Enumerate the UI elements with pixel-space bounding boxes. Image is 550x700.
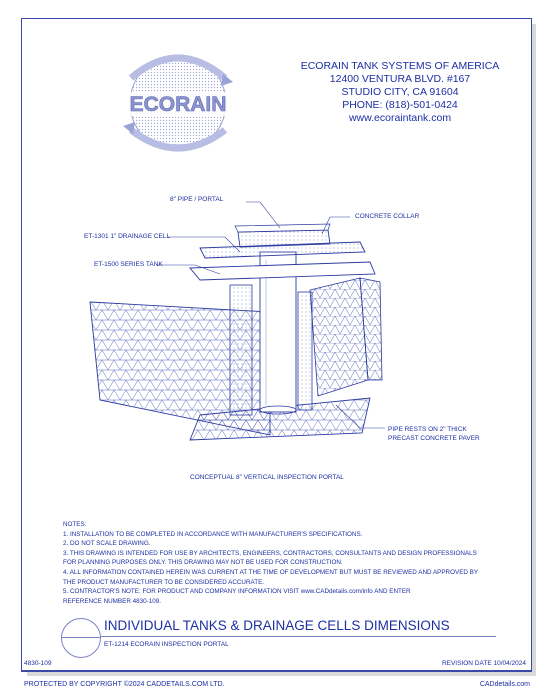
company-website[interactable]: www.ecoraintank.com [348,112,452,124]
copyright-notice: PROTECTED BY COPYRIGHT ©2024 CADDETAILS.COM LTD. [24,681,225,688]
diagram-caption: CONCEPTUAL 8" VERTICAL INSPECTION PORTAL [190,474,344,481]
callout-paver-line1: PIPE RESTS ON 2" THICK [388,426,467,433]
company-name: ECORAIN TANK SYSTEMS OF AMERICA [300,60,500,72]
notes-block [63,520,503,606]
note-item: 5. CONTRACTOR'S NOTE: FOR PRODUCT AND COMPANY INFORMATION VISIT www.CADdetails.com/info AND ENTER [63,588,411,596]
note-item: 3. THIS DRAWING IS INTENDED FOR USE BY ARCHITECTS, ENGINEERS, CONTRACTORS, CONSULTANTS AND DESIGN PROFESSIONALS [63,549,477,557]
company-info [300,60,500,125]
caddetails-brand[interactable]: CADdetails.com [479,681,530,688]
note-item: 4. ALL INFORMATION CONTAINED HEREIN WAS CURRENT AT THE TIME OF DEVELOPMENT BUT MUST BE REVIEWED AND APPROVED BY [63,568,479,576]
title-underline [101,636,496,637]
note-item: FOR PLANNING PURPOSES ONLY. THIS DRAWING MAY NOT BE USED FOR CONSTRUCTION. [63,559,343,567]
drawing-title: INDIVIDUAL TANKS & DRAINAGE CELLS DIMENSIONS [104,618,450,633]
inspection-portal-diagram [60,190,480,460]
sheet-bottom-rule [21,670,532,671]
drawing-subtitle: ET-1214 ECORAIN INSPECTION PORTAL [104,641,229,648]
revision-date: REVISION DATE 10/04/2024 [441,660,526,667]
note-item: 2. DO NOT SCALE DRAWING. [63,540,151,548]
notes-heading: NOTES: [63,521,87,528]
callout-tank: ET-1500 SERIES TANK [94,261,163,268]
note-item: REFERENCE NUMBER 4830-109. [63,597,161,605]
company-city: STUDIO CITY, CA 91604 [341,86,459,98]
tank-column-left [230,285,252,415]
logo-text: ECORAIN [129,93,227,116]
note-item: 1. INSTALLATION TO BE COMPLETED IN ACCORDANCE WITH MANUFACTURER'S SPECIFICATIONS. [63,530,363,538]
note-item: THE PRODUCT MANUFACTURER TO BE CONSIDERED ACCURATE. [63,578,265,586]
tank-column-right [298,292,312,410]
company-address: 12400 VENTURA BLVD. #167 [329,73,471,85]
callout-pipe-portal: 8" PIPE / PORTAL [170,196,224,203]
reference-number: 4830-109 [24,660,52,667]
ecorain-globe-logo-icon [111,38,246,168]
company-phone: PHONE: (818)-501-0424 [342,99,458,111]
tank-top-slab [190,262,375,280]
callout-concrete-collar: CONCRETE COLLAR [355,213,420,220]
concrete-collar [238,230,330,247]
tank-back-panel [310,278,368,396]
detail-marker-divider [61,637,101,638]
detail-marker-circle [61,618,101,658]
callout-drainage-cell: ET-1301 1" DRAINAGE CELL [84,233,171,240]
callout-paver-line2: PRECAST CONCRETE PAVER [388,435,480,442]
